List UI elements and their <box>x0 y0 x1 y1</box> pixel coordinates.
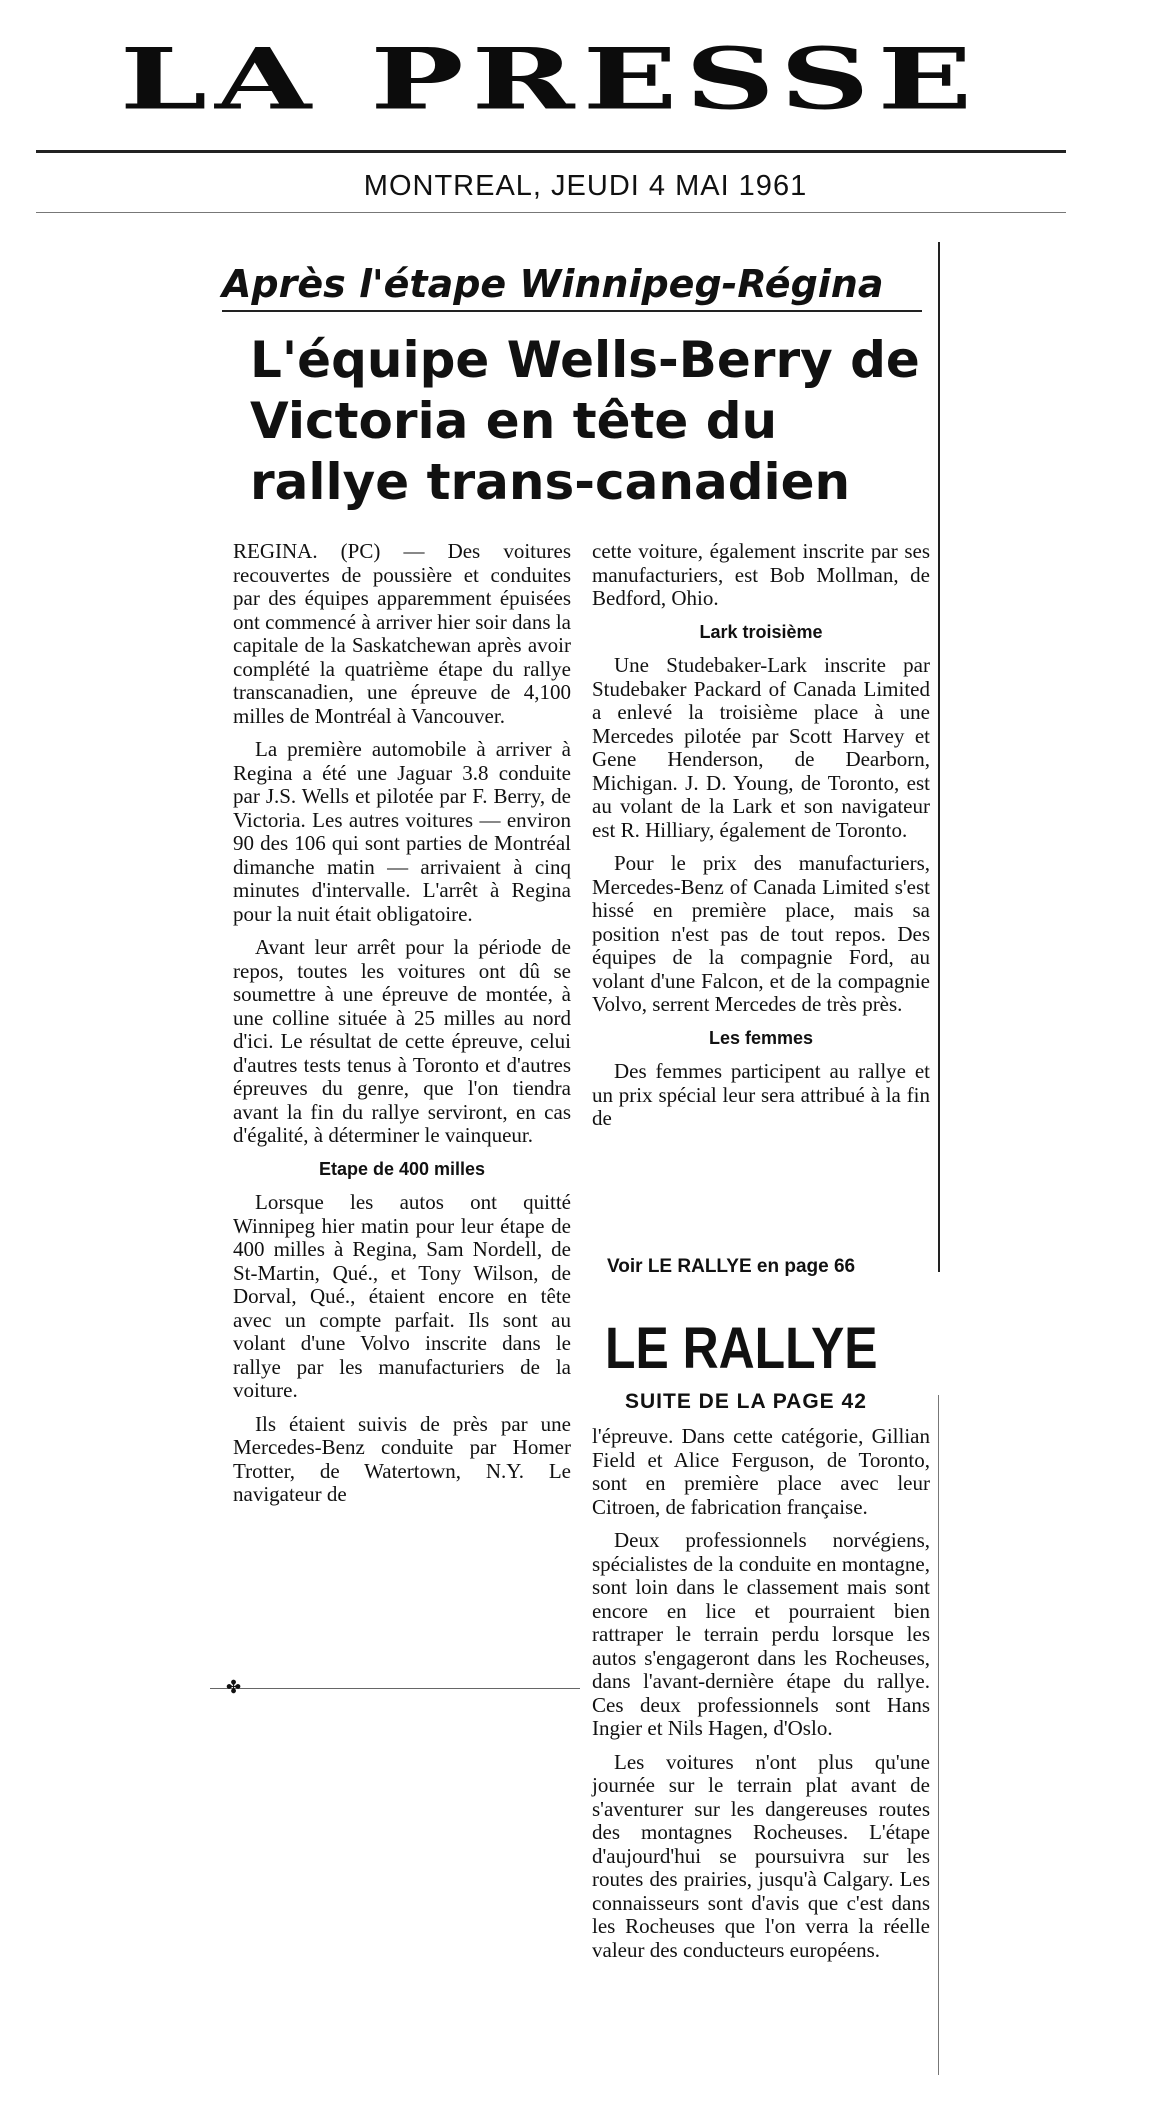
column-rule-bottom <box>210 1688 580 1689</box>
paragraph: Les voitures n'ont plus qu'une journée sur le terrain plat avant de s'aventurer sur les dangereuses routes des montagnes Rocheuses. L'étape d'aujourd'hui se poursuivra sur les routes des prairies, jusqu'à Calgary. Les connaisseurs sont d'avis que c'est dans les Rocheuses que l'on verra la réelle valeur des conducteurs européens. <box>592 1749 930 1962</box>
ornament-icon: ✤ <box>226 1677 242 1698</box>
paragraph: l'épreuve. Dans cette catégorie, Gillian Field et Alice Ferguson, de Toronto, sont en première place avec leur Citroen, de fabrication française. <box>592 1424 930 1519</box>
paragraph: Pour le prix des manufacturiers, Mercedes-Benz of Canada Limited s'est hissé en première place, mais sa position n'est pas de tout repos. Des équipes de la compagnie Ford, au volant d'une Falcon, et de la compagnie Volvo, serrent Mercedes de très près. <box>592 851 930 1016</box>
paragraph: REGINA. (PC) — Des voitures recouvertes de poussière et conduites par des équipes apparemment épuisées ont commencé à arriver hier soir dans la capitale de la Saskatchewan après avoir complété la quatrième étape du rallye transcanadien, une épreuve de 4,100 milles de Montréal à Vancouver. <box>233 539 571 728</box>
continuation-frame-right <box>938 1395 939 2075</box>
paragraph: Lorsque les autos ont quitté Winnipeg hier matin pour leur étape de 400 milles à Regina, Sam Nordell, de St-Martin, Qué., et Tony Wilson, de Dorval, Qué., étaient encore en tête avec un compte parfait. Ils sont au volant d'une Volvo inscrite dans le rallye par les manufacturiers de la voiture. <box>233 1190 571 1402</box>
paragraph: Ils étaient suivis de près par une Mercedes-Benz conduite par Homer Trotter, de Watertown, N.Y. Le navigateur de <box>233 1411 571 1506</box>
subhead-lark: Lark troisième <box>699 621 823 642</box>
continuation-suite: SUITE DE LA PAGE 42 <box>625 1390 867 1413</box>
jump-line: Voir LE RALLYE en page 66 <box>607 1256 856 1277</box>
article-kicker: Après l'étape Winnipeg-Régina <box>222 262 884 306</box>
paragraph: Deux professionnels norvégiens, spécialistes de la conduite en montagne, sont loin dans le classement mais sont encore en lice et pourraient bien rattraper le terrain perdu lorsque les autos s'engageront dans les Rocheuses, dans l'avant-dernière étape du rallye. Ces deux professionnels sont Hans Ingier et Nils Hagen, d'Oslo. <box>592 1528 930 1740</box>
masthead-title: LA PRESSE <box>119 30 981 130</box>
dateline: MONTREAL, JEUDI 4 MAI 1961 <box>363 170 808 202</box>
paragraph: Des femmes participent au rallye et un prix spécial leur sera attribué à la fin de <box>592 1059 930 1130</box>
article-column-2 <box>592 540 930 1141</box>
kicker-rule <box>222 310 922 312</box>
subhead-etape: Etape de 400 milles <box>318 1158 486 1179</box>
subhead-femmes: Les femmes <box>708 1027 814 1048</box>
article-column-1 <box>233 540 571 1517</box>
article-headline: L'équipe Wells-Berry de Victoria en tête du rallye trans-canadien <box>250 331 920 511</box>
continuation-title: LE RALLYE <box>605 1316 878 1381</box>
paragraph: Une Studebaker-Lark inscrite par Studebaker Packard of Canada Limited a enlevé la troisième place à une Mercedes pilotée par Scott Harvey et Gene Henderson, de Dearborn, Michigan. J. D. Young, de Toronto, est au volant de la Lark et son navigateur est R. Hilliary, également de Toronto. <box>592 653 930 842</box>
paragraph: Avant leur arrêt pour la période de repos, toutes les voitures ont dû se soumettre à une épreuve de montée, à une colline située à 25 milles au nord d'ici. Le résultat de cette épreuve, celui d'autres tests tenus à Toronto et d'autres épreuves du genre, que l'on tiendra avant la fin du rallye serviront, en cas d'égalité, à déterminer le vainqueur. <box>233 935 571 1147</box>
paragraph: La première automobile à arriver à Regina a été une Jaguar 3.8 conduite par J.S. Wells et pilotée par F. Berry, de Victoria. Les autres voitures — environ 90 des 106 qui sont parties de Montréal dimanche matin — arrivaient à cinq minutes d'intervalle. L'arrêt à Regina pour la nuit était obligatoire. <box>233 737 571 926</box>
masthead-rule-bottom <box>36 212 1066 213</box>
continuation-column <box>592 1425 930 1972</box>
paragraph: cette voiture, également inscrite par ses manufacturiers, est Bob Mollman, de Bedford, Ohio. <box>592 539 930 610</box>
masthead-rule-top <box>36 150 1066 153</box>
